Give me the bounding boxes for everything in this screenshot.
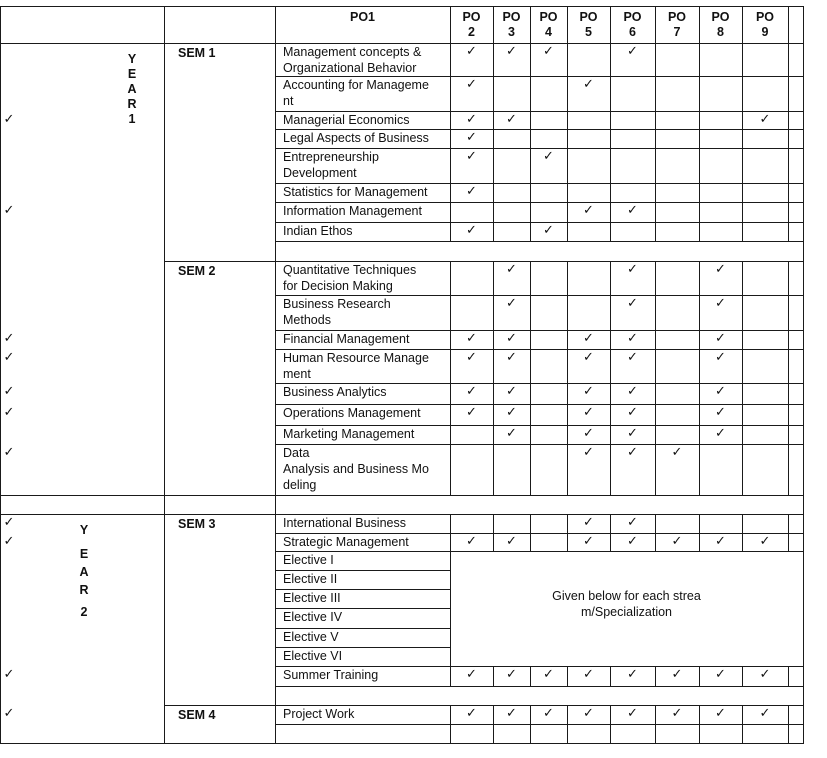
course-name: Legal Aspects of Business	[283, 131, 429, 145]
po-column-rule	[450, 514, 451, 686]
po-column-rule	[788, 261, 789, 495]
year-letter: A	[79, 565, 89, 579]
header-top-rule	[0, 6, 803, 7]
po-column-rule	[493, 6, 494, 241]
checkmark: ✓	[715, 405, 726, 420]
course-name: Managerial Economics	[283, 113, 410, 127]
po-header-label: PO	[667, 10, 687, 24]
checkmark: ✓	[466, 534, 477, 549]
course-name: Operations Management	[283, 406, 421, 420]
course-name: ment	[283, 367, 311, 381]
semester-label: SEM 4	[178, 708, 216, 722]
checkmark: ✓	[466, 405, 477, 420]
course-name: Entrepreneurship	[283, 150, 379, 164]
checkmark: ✓	[506, 296, 517, 311]
checkmark: ✓	[3, 534, 15, 549]
po-header-label: PO	[623, 10, 642, 24]
course-name: Elective III	[283, 591, 341, 605]
checkmark: ✓	[671, 706, 683, 721]
po-column-rule	[742, 705, 743, 744]
checkmark: ✓	[466, 223, 477, 238]
checkmark: ✓	[627, 331, 638, 346]
checkmark: ✓	[715, 534, 726, 549]
po-header-number: 2	[468, 25, 475, 39]
checkmark: ✓	[671, 667, 683, 682]
checkmark: ✓	[3, 350, 15, 365]
checkmark: ✓	[715, 296, 726, 311]
course-name: Strategic Management	[283, 535, 409, 549]
checkmark: ✓	[466, 184, 477, 199]
course-name: Statistics for Management	[283, 185, 428, 199]
checkmark: ✓	[3, 445, 15, 460]
checkmark: ✓	[466, 77, 477, 92]
course-name: Analysis and Business Mo	[283, 462, 429, 476]
po-column-rule	[655, 261, 656, 495]
po1-header: PO1	[349, 10, 375, 24]
course-name: Elective IV	[283, 610, 343, 624]
checkmark: ✓	[583, 515, 594, 530]
po-column-rule	[493, 514, 494, 551]
checkmark: ✓	[583, 667, 594, 682]
checkmark: ✓	[543, 44, 554, 59]
po-column-rule	[610, 666, 611, 686]
semester-label: SEM 2	[178, 264, 216, 278]
year-letter: 1	[128, 112, 136, 126]
course-name: Elective II	[283, 572, 338, 586]
checkmark: ✓	[506, 262, 517, 277]
checkmark: ✓	[715, 262, 726, 277]
checkmark: ✓	[466, 112, 477, 127]
po-column-rule	[788, 666, 789, 686]
year-separator-top	[0, 495, 803, 496]
course-name: Indian Ethos	[283, 224, 353, 238]
checkmark: ✓	[627, 534, 638, 549]
course-name: Management concepts &	[283, 45, 422, 59]
checkmark: ✓	[466, 706, 477, 721]
checkmark: ✓	[583, 706, 594, 721]
po-header-label: PO	[755, 10, 775, 24]
year-letter: R	[127, 97, 137, 111]
po-column-rule	[567, 261, 568, 495]
po-header-number: 6	[629, 25, 636, 39]
checkmark: ✓	[3, 384, 15, 399]
checkmark: ✓	[583, 77, 594, 92]
checkmark: ✓	[506, 384, 517, 399]
checkmark: ✓	[3, 112, 15, 127]
year-letter: E	[127, 67, 137, 81]
checkmark: ✓	[506, 667, 517, 682]
checkmark: ✓	[583, 426, 594, 441]
checkmark: ✓	[583, 445, 594, 460]
year-letter: R	[79, 583, 89, 597]
po-column-rule	[655, 514, 656, 551]
po-column-rule	[655, 705, 656, 744]
checkmark: ✓	[715, 426, 726, 441]
checkmark: ✓	[627, 445, 638, 460]
po-column-rule	[788, 514, 789, 551]
year-letter: A	[127, 82, 137, 96]
year-letter: Y	[79, 523, 89, 537]
checkmark: ✓	[759, 534, 771, 549]
course-name: Methods	[283, 313, 331, 327]
right-border	[803, 6, 804, 744]
checkmark: ✓	[3, 405, 15, 420]
checkmark: ✓	[583, 405, 594, 420]
checkmark: ✓	[543, 667, 554, 682]
po-column-rule	[610, 514, 611, 551]
checkmark: ✓	[506, 350, 517, 365]
checkmark: ✓	[759, 667, 771, 682]
left-border	[0, 6, 1, 744]
po-header-number: 4	[545, 25, 552, 39]
table-bottom-rule	[0, 743, 803, 744]
row-rule	[275, 686, 803, 687]
course-name: Information Management	[283, 204, 422, 218]
po-column-rule	[742, 514, 743, 551]
course-name: Business Research	[283, 297, 391, 311]
course-name: International Business	[283, 516, 406, 530]
checkmark: ✓	[506, 426, 517, 441]
po-column-rule	[788, 705, 789, 744]
checkmark: ✓	[627, 667, 638, 682]
po-column-rule	[742, 6, 743, 241]
checkmark: ✓	[543, 706, 554, 721]
spacer-rule	[164, 705, 803, 706]
po-column-rule	[567, 666, 568, 686]
checkmark: ✓	[3, 515, 15, 530]
po-header-number: 3	[508, 25, 515, 39]
year-letter: 2	[80, 605, 88, 619]
checkmark: ✓	[543, 223, 554, 238]
checkmark: ✓	[627, 384, 638, 399]
checkmark: ✓	[466, 667, 477, 682]
po-column-rule	[530, 6, 531, 241]
po-column-rule	[567, 514, 568, 551]
po-header-label: PO	[502, 10, 521, 24]
po-header-label: PO	[711, 10, 730, 24]
checkmark: ✓	[543, 149, 554, 164]
course-name: Marketing Management	[283, 427, 415, 441]
checkmark: ✓	[466, 384, 477, 399]
checkmark: ✓	[583, 350, 594, 365]
semester-label: SEM 1	[178, 46, 216, 60]
semester-label: SEM 3	[178, 517, 216, 531]
checkmark: ✓	[466, 350, 477, 365]
checkmark: ✓	[627, 262, 638, 277]
po-header-label: PO	[539, 10, 558, 24]
merged-box-top	[450, 551, 803, 552]
po-column-rule	[493, 666, 494, 686]
po-column-rule	[742, 666, 743, 686]
checkmark: ✓	[466, 44, 477, 59]
semester-column-rule	[275, 6, 276, 744]
checkmark: ✓	[506, 534, 517, 549]
checkmark: ✓	[583, 384, 594, 399]
course-name: for Decision Making	[283, 279, 393, 293]
checkmark: ✓	[759, 706, 771, 721]
spacer-rule	[164, 261, 803, 262]
po-column-rule	[450, 6, 451, 241]
po-column-rule	[655, 666, 656, 686]
po-header-label: PO	[579, 10, 598, 24]
checkmark: ✓	[583, 203, 594, 218]
checkmark: ✓	[506, 331, 517, 346]
po-column-rule	[610, 705, 611, 744]
po-header-label: PO	[462, 10, 481, 24]
checkmark: ✓	[466, 149, 477, 164]
course-name: Elective VI	[283, 649, 343, 663]
po-column-rule	[699, 666, 700, 686]
row-rule	[275, 724, 803, 725]
course-name: Business Analytics	[283, 385, 387, 399]
merged-box-bottom	[450, 666, 803, 667]
po-column-rule	[567, 6, 568, 241]
course-name: Accounting for Manageme	[283, 78, 429, 92]
checkmark: ✓	[627, 426, 638, 441]
year-column-rule	[164, 6, 165, 744]
course-name: Project Work	[283, 707, 355, 721]
po-column-rule	[530, 261, 531, 495]
po-column-rule	[699, 261, 700, 495]
year-letter: Y	[127, 52, 137, 66]
course-name: Organizational Behavior	[283, 61, 417, 75]
checkmark: ✓	[715, 706, 726, 721]
year-letter: E	[79, 547, 89, 561]
checkmark: ✓	[3, 706, 15, 721]
course-name: Financial Management	[283, 332, 410, 346]
checkmark: ✓	[715, 667, 726, 682]
po-column-rule	[530, 666, 531, 686]
checkmark: ✓	[506, 405, 517, 420]
checkmark: ✓	[583, 331, 594, 346]
checkmark: ✓	[3, 203, 15, 218]
checkmark: ✓	[715, 384, 726, 399]
po-column-rule	[699, 514, 700, 551]
row-rule	[275, 241, 803, 242]
checkmark: ✓	[627, 296, 638, 311]
checkmark: ✓	[715, 331, 726, 346]
po-column-rule	[567, 705, 568, 744]
course-name: Data	[283, 446, 310, 460]
checkmark: ✓	[627, 44, 638, 59]
checkmark: ✓	[627, 203, 638, 218]
po-header-number: 7	[673, 25, 681, 39]
electives-note: m/Specialization	[580, 605, 672, 619]
po-column-rule	[699, 6, 700, 241]
course-name: Quantitative Techniques	[283, 263, 417, 277]
checkmark: ✓	[466, 130, 477, 145]
po-column-rule	[493, 705, 494, 744]
checkmark: ✓	[627, 350, 638, 365]
checkmark: ✓	[466, 331, 477, 346]
po-column-rule	[788, 6, 789, 241]
po-column-rule	[493, 261, 494, 495]
checkmark: ✓	[3, 667, 15, 682]
checkmark: ✓	[506, 112, 517, 127]
checkmark: ✓	[671, 445, 683, 460]
course-name: Development	[283, 166, 357, 180]
po-column-rule	[742, 261, 743, 495]
checkmark: ✓	[583, 534, 594, 549]
po-column-rule	[610, 261, 611, 495]
course-name: Elective I	[283, 553, 334, 567]
course-name: nt	[283, 94, 294, 108]
po-column-rule	[530, 514, 531, 551]
po-header-number: 5	[585, 25, 592, 39]
checkmark: ✓	[627, 515, 638, 530]
course-name: Summer Training	[283, 668, 379, 682]
course-name: Elective V	[283, 630, 339, 644]
checkmark: ✓	[627, 706, 638, 721]
po-header-number: 9	[761, 25, 769, 39]
checkmark: ✓	[671, 534, 683, 549]
course-name: deling	[283, 478, 317, 492]
checkmark: ✓	[627, 405, 638, 420]
checkmark: ✓	[715, 350, 726, 365]
checkmark: ✓	[759, 112, 771, 127]
po-column-rule	[450, 705, 451, 744]
po-column-rule	[530, 705, 531, 744]
po-column-rule	[655, 6, 656, 241]
electives-note: Given below for each strea	[552, 589, 701, 603]
checkmark: ✓	[506, 706, 517, 721]
po-column-rule	[610, 6, 611, 241]
checkmark: ✓	[506, 44, 517, 59]
po-header-number: 8	[717, 25, 724, 39]
course-name: Human Resource Manage	[283, 351, 429, 365]
checkmark: ✓	[3, 331, 15, 346]
po-column-rule	[450, 261, 451, 495]
po-column-rule	[699, 705, 700, 744]
